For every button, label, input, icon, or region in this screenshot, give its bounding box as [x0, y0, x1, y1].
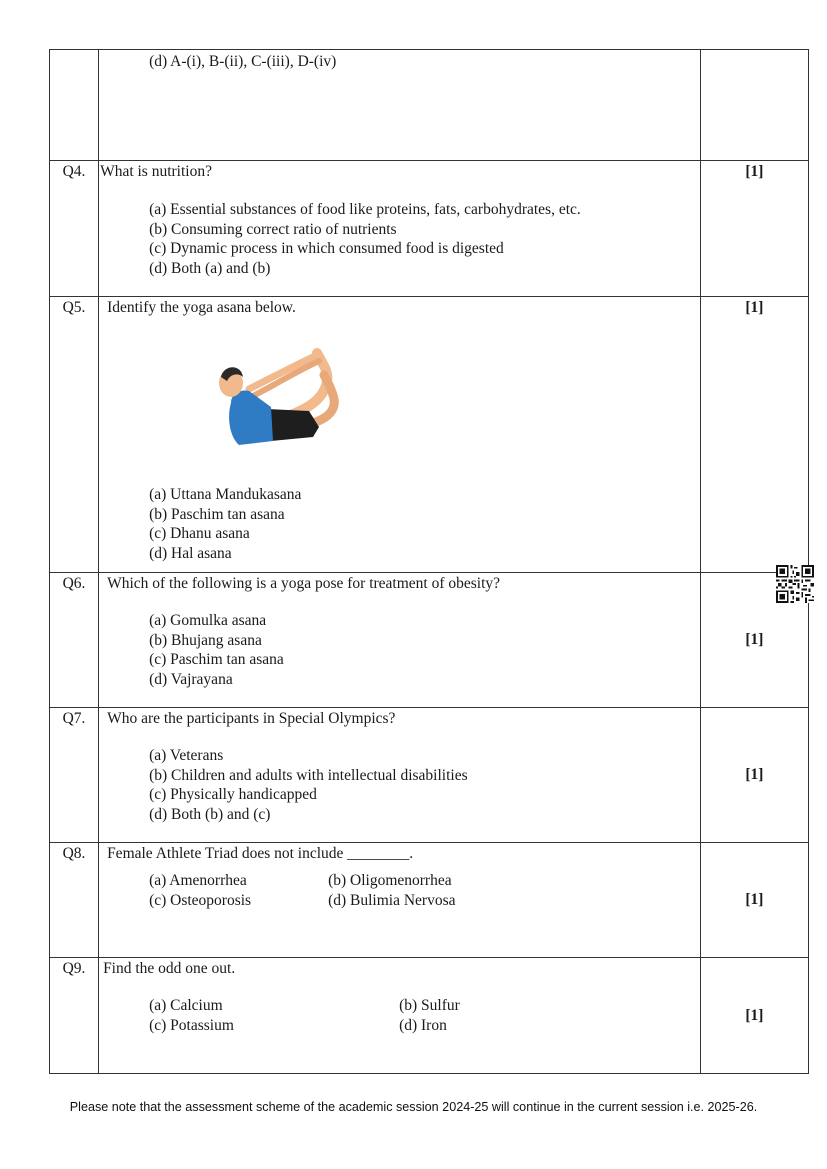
option-d: (d) Iron [399, 1017, 447, 1034]
option-b: (b) Consuming correct ratio of nutrients [149, 220, 397, 238]
option-c: (c) Paschim tan asana [149, 651, 284, 668]
option-d: (d) A-(i), B-(ii), C-(iii), D-(iv) [149, 53, 337, 70]
question-number: Q7. [62, 710, 86, 727]
option-c: (c) Potassium [149, 1017, 234, 1034]
table-row [50, 958, 809, 1074]
yoga-pose-figure [209, 341, 344, 451]
table-row [50, 50, 809, 161]
option-c: (c) Osteoporosis [149, 892, 252, 909]
table-row [50, 297, 809, 573]
marks-cell [700, 297, 808, 573]
question-cell [99, 50, 701, 161]
number-cell [50, 708, 99, 843]
number-cell [50, 573, 99, 708]
option-b: (b) Oligomenorrhea [328, 872, 452, 889]
option-b: (b) Bhujang asana [149, 631, 262, 649]
marks-label: [1] [745, 163, 764, 180]
question-cell [99, 161, 701, 297]
question-number: Q6. [62, 575, 86, 592]
option-c: (c) Physically handicapped [149, 786, 317, 803]
question-text: Which of the following is a yoga pose for treatment of obesity? [107, 575, 501, 592]
question-text: Who are the participants in Special Olympics? [107, 710, 396, 727]
question-table [49, 49, 809, 1074]
option-a: (a) Veterans [149, 747, 224, 764]
option-a: (a) Amenorrhea [149, 872, 247, 889]
option-d: (d) Both (b) and (c) [149, 805, 271, 823]
question-number: Q9. [62, 960, 86, 977]
table-row [50, 843, 809, 958]
marks-cell [700, 958, 808, 1074]
question-text: Find the odd one out. [103, 960, 236, 977]
table-row [50, 708, 809, 843]
question-number: Q4. [62, 163, 86, 180]
option-d: (d) Hal asana [149, 544, 232, 562]
table-row [50, 573, 809, 708]
option-a: (a) Essential substances of food like proteins, fats, carbohydrates, etc. [149, 201, 581, 218]
number-cell [50, 50, 99, 161]
marks-label: [1] [745, 1006, 764, 1024]
marks-label: [1] [745, 631, 764, 648]
option-a: (a) Gomulka asana [149, 612, 267, 629]
question-text: Identify the yoga asana below. [107, 299, 296, 316]
option-b: (b) Sulfur [399, 997, 460, 1014]
marks-label: [1] [745, 891, 764, 908]
option-a: (a) Calcium [149, 997, 223, 1014]
footer-note: Please note that the assessment scheme of the academic session 2024-25 will continue in the current session i.e. 2025-26. [69, 1100, 758, 1114]
option-b: (b) Paschim tan asana [149, 505, 285, 523]
number-cell [50, 843, 99, 958]
option-d: (d) Vajrayana [149, 670, 233, 688]
question-number: Q5. [62, 299, 86, 316]
number-cell [50, 297, 99, 573]
number-cell [50, 958, 99, 1074]
question-cell [99, 843, 701, 958]
option-d: (d) Bulimia Nervosa [328, 892, 456, 909]
option-d: (d) Both (a) and (b) [149, 259, 271, 277]
marks-cell [700, 708, 808, 843]
qr-code-icon [776, 565, 814, 603]
marks-cell [700, 843, 808, 958]
question-text: Female Athlete Triad does not include ________. [107, 845, 414, 862]
marks-label: [1] [745, 766, 764, 783]
marks-cell [700, 161, 808, 297]
marks-cell [700, 50, 808, 161]
option-b: (b) Children and adults with intellectual disabilities [149, 766, 468, 784]
question-cell [99, 958, 701, 1074]
table-row [50, 161, 809, 297]
question-text: What is nutrition? [100, 163, 212, 180]
question-cell [99, 573, 701, 708]
question-cell [99, 297, 701, 573]
question-number: Q8. [62, 845, 86, 862]
number-cell [50, 161, 99, 297]
option-c: (c) Dynamic process in which consumed food is digested [149, 240, 504, 257]
marks-label: [1] [745, 299, 764, 316]
question-cell [99, 708, 701, 843]
option-a: (a) Uttana Mandukasana [149, 486, 302, 503]
option-c: (c) Dhanu asana [149, 525, 250, 542]
